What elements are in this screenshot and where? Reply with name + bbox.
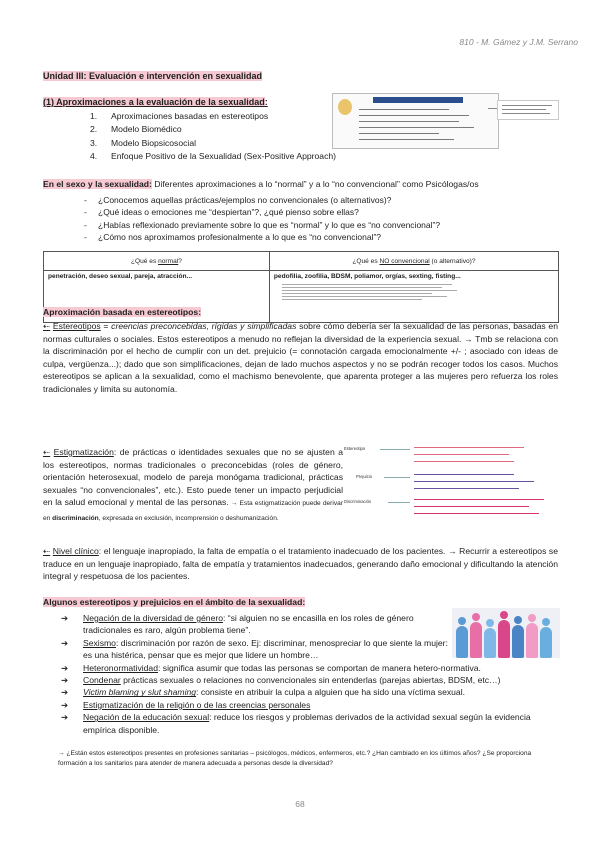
tiny-notes-image [274,284,554,300]
page-header-citation: 810 - M. Gámez y J.M. Serrano [459,37,578,47]
section-heading-prejuicios: Algunos estereotipos y prejuicios en el ámbito de la sexualidad: [43,597,306,607]
list-item: ➔ Condenar prácticas sexuales o relaciones no convencionales sin entenderlas (parejas abiertas, BDSM, etc…) [55,674,561,686]
table-header-no-convencional: ¿Qué es NO convencional (o alternativo)? [269,252,558,271]
list-item: 4. Enfoque Positivo de la Sexualidad (Sex-Positive Approach) [90,150,337,161]
list-item: ➔ Negación de la diversidad de género: “si alguien no se encasilla en los roles de género tradicionales es raro, algún problema tiene”. [55,612,453,637]
list-item: - ¿Cómo nos aproximamos profesionalmente a lo que es “no convencional”? [84,231,440,243]
list-item: ➔ Estigmatización de la religión o de las creencias personales [55,699,561,711]
list-item: 2. Modelo Biomédico [90,124,182,135]
page-number: 68 [295,799,305,809]
unit-title: Unidad III: Evaluación e intervención en sexualidad [43,71,263,81]
list-item: ➔ Victim blaming y slut shaming: consiste en atribuir la culpa a alguien que ha sido una víctima sexual. [55,686,561,698]
list-item: - ¿Conocemos aquellas prácticas/ejemplos no convencionales (o alternativos)? [84,194,440,206]
paragraph-nivel-clinico: ⇠ Nivel clínico: el lenguaje inapropiado, la falta de empatía o el tratamiento inadecuado de los pacientes. → Recurrir a estereotipos se traduce en un lenguaje inapropiado, falta de empatía y tratamientos inadecuados, generando daño emocional y dificultando la atención integral y respetuosa de los pacientes. [43,546,558,582]
connector-line [488,108,497,109]
list-item: 3. Modelo Biopsicosocial [90,137,197,148]
approaches-list [90,110,336,163]
paragraph-estigmatizacion: ⇠ Estigmatización: de prácticas o identidades sexuales que no se ajusten a los estereotipos, normas tradicionales o preconcebidas (roles de género, orientación heterosexual, modelo de pareja monógama tradicional, prácticas sexuales “no convencionales”, etc.). Esto puede tener un impacto perjudicial en la salud emocional y mental de las personas. → Esta estigmatización puede derivar en discriminación, expresada en exclusión, incomprensión o deshumanización. [43,447,343,522]
paragraph-estereotipos: ⇠ Estereotipos = creencias preconcebidas, rígidas y simplificadas sobre cómo debería ser la sexualidad de las personas, basadas en normas culturales o sociales. Estos estereotipos a menudo no reflejan la diversidad de la experiencia sexual. → Tmb se relaciona con la discriminación por el hecho de cumplir con un det. prejuicio (= connotación cargada emocionalmente +/- ; asociado con ideas de culpa, vergüenza...); dado que son simplificaciones, dejan de lado muchos aspectos y no se podrán recoger todos los casos. Muchos estereotipos se aplican a la sexualidad, como el machismo benevolente, que aparenta proteger a las mujeres pero refuerza los roles tradicionales y limita su autonomía. [43,321,558,394]
table-cell-no-convencional: pedofilia, zoofilia, BDSM, poliamor, orgías, sexting, fisting... [269,271,558,323]
list-item: ➔ Heteronormatividad: significa asumir que todas las personas se comportan de manera hetero-normativa. [55,662,561,674]
list-item: - ¿Qué ideas o emociones me “despiertan”?, ¿qué pienso sobre ellas? [84,206,440,218]
section-heading-estereotipos: Aproximación basada en estereotipos: [43,307,202,317]
table-header-normal: ¿Qué es normal? [44,252,270,271]
table-cell-normal: penetración, deseo sexual, pareja, atracción... [44,271,270,323]
slide-thumbnail-image [332,93,499,149]
reflection-questions [84,194,440,244]
list-item: ➔ Negación de la educación sexual: reduce los riesgos y problemas derivados de la actividad sexual según la evidencia empírica disponible. [55,711,561,736]
footnote-question: → ¿Están estos estereotipos presentes en profesiones sanitarias – psicólogos, médicos, enfermeros, etc.? ¿Han cambiado en los últimos años? ¿Se proporciona formación a los sanitarios para atender de manera adecuada a personas desde la diversidad? [58,750,532,767]
sexualidad-intro: En el sexo y la sexualidad: Diferentes aproximaciones a lo “normal” y a lo “no convencional” como Psicólogas/os [43,179,479,189]
slide-side-note-image [497,100,559,120]
stereotype-prejudice-diagram: Estereotipo Prejuicio Discriminación [344,443,552,528]
list-item: 1. Aproximaciones basadas en estereotipos [90,111,269,121]
list-item: - ¿Habías reflexionado previamente sobre lo que es “normal” y lo que es “no convencional”? [84,219,440,231]
list-item: ➔ Sexismo: discriminación por razón de sexo. Ej: discriminar, menospreciar lo que siente la mujer: es una histérica, pensar que es mejor que lidere un hombre… [55,637,453,662]
diverse-people-image [452,608,560,658]
section-heading-aproximaciones: (1) Aproximaciones a la evaluación de la sexualidad: [43,97,268,107]
